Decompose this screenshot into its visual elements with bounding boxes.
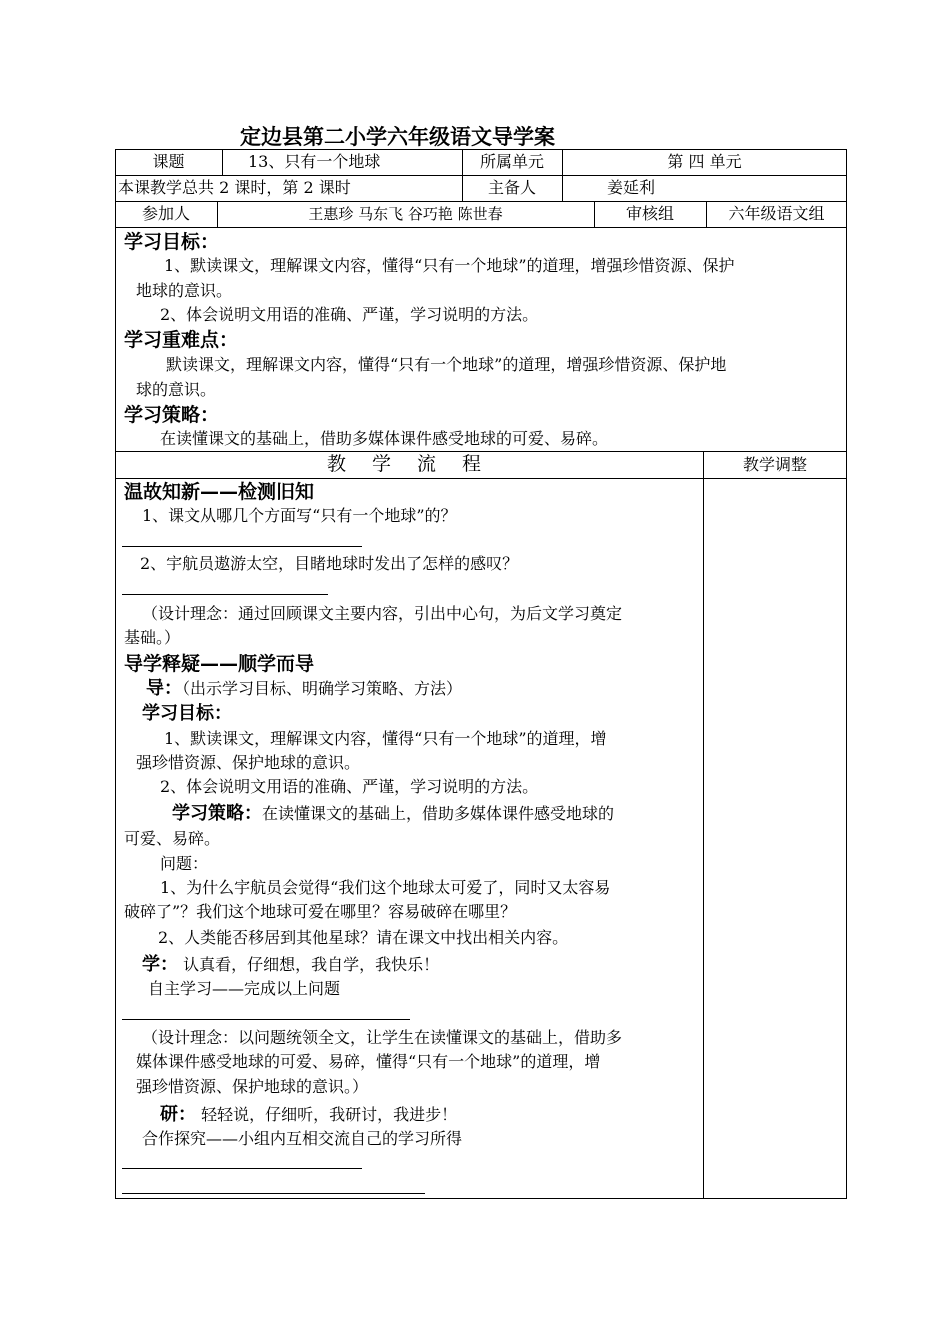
- yan-text: 轻轻说，仔细听，我研讨，我进步！: [201, 1105, 458, 1124]
- guide-goals-heading: 学习目标：: [142, 703, 232, 724]
- xue-text: 认真看，仔细想，我自学，我快乐！: [183, 955, 440, 974]
- value-review-group: 六年级语文组: [728, 204, 825, 223]
- design-note-2-end: 强珍惜资源、保护地球的意识。）: [136, 1077, 369, 1096]
- label-unit: 所属单元: [479, 152, 544, 171]
- design-note-cont: 基础。）: [124, 628, 181, 647]
- label-topic: 课题: [152, 152, 185, 171]
- guide-goal-1-cont: 强珍惜资源、保护地球的意识。: [136, 753, 361, 772]
- goals-heading: 学习目标：: [124, 231, 220, 253]
- value-participants: 王惠珍 马东飞 谷巧艳 陈世春: [308, 205, 503, 223]
- yan-line: [160, 1104, 457, 1126]
- guide-strategy-label: 学习策略：: [172, 803, 262, 824]
- review-question-1: 1、课文从哪几个方面写“只有一个地球”的？: [142, 506, 457, 525]
- value-unit: 第 四 单元: [667, 152, 742, 171]
- strategy-text: 在读懂课文的基础上，借助多媒体课件感受地球的可爱、易碎。: [160, 429, 609, 448]
- design-note: （设计理念：通过回顾课文主要内容，引出中心句，为后文学习奠定: [142, 604, 623, 623]
- label-review-group: 审核组: [625, 204, 674, 223]
- guide-heading: 导学释疑——顺学而导: [124, 653, 315, 675]
- self-study: 自主学习——完成以上问题: [148, 979, 341, 998]
- row-divider: [115, 478, 847, 479]
- adjust-header: 教学调整: [742, 455, 807, 474]
- col-divider: [703, 451, 704, 1199]
- review-heading: 温故知新——检测旧知: [124, 481, 315, 503]
- cooperative-study: 合作探究——小组内互相交流自己的学习所得: [142, 1129, 463, 1148]
- answer-blank[interactable]: [122, 1019, 410, 1020]
- questions-label: 问题：: [160, 854, 209, 873]
- key-points-heading: 学习重难点：: [124, 329, 239, 351]
- answer-blank[interactable]: [122, 1193, 425, 1194]
- xue-line: [142, 954, 439, 976]
- review-question-2: 2、宇航员遨游太空，目睹地球时发出了怎样的感叹？: [140, 554, 519, 573]
- label-participants: 参加人: [141, 204, 190, 223]
- answer-blank[interactable]: [122, 546, 362, 547]
- label-preparer: 主备人: [487, 178, 536, 197]
- value-topic: 13、只有一个地球: [248, 152, 381, 171]
- design-note-2-cont: 媒体课件感受地球的可爱、易碎，懂得“只有一个地球”的道理，增: [136, 1052, 601, 1071]
- question-1: 1、为什么宇航员会觉得“我们这个地球太可爱了，同时又太容易: [160, 878, 611, 897]
- value-preparer: 姜延利: [607, 178, 656, 197]
- row-divider: [115, 227, 847, 228]
- col-divider: [222, 149, 223, 175]
- key-points-text: 默读课文，理解课文内容，懂得“只有一个地球”的道理，增强珍惜资源、保护地: [166, 355, 727, 374]
- page-title: 定边县第二小学六年级语文导学案: [240, 125, 555, 149]
- question-1-cont: 破碎了”？我们这个地球可爱在哪里？容易破碎在哪里？: [124, 902, 517, 921]
- flow-header: 教 学 流 程: [326, 453, 492, 475]
- goal-1-cont: 地球的意识。: [136, 281, 233, 300]
- guide-strategy: [172, 803, 614, 825]
- answer-blank[interactable]: [122, 594, 328, 595]
- value-periods: 本课教学总共 2 课时，第 2 课时: [118, 178, 351, 197]
- answer-blank[interactable]: [122, 1168, 362, 1169]
- guide-strategy-cont: 可爱、易碎。: [124, 829, 221, 848]
- dao-line: [146, 678, 462, 700]
- goal-2: 2、体会说明文用语的准确、严谨，学习说明的方法。: [160, 305, 539, 324]
- guide-strategy-text: 在读懂课文的基础上，借助多媒体课件感受地球的: [262, 804, 615, 823]
- question-2: 2、人类能否移居到其他星球？请在课文中找出相关内容。: [158, 928, 569, 947]
- guide-goal-1: 1、默读课文，理解课文内容，懂得“只有一个地球”的道理，增: [164, 729, 607, 748]
- key-points-cont: 球的意识。: [136, 380, 217, 399]
- design-note-2: （设计理念：以问题统领全文，让学生在读懂课文的基础上，借助多: [142, 1028, 623, 1047]
- xue-label: 学：: [142, 954, 178, 975]
- dao-label: 导：: [146, 678, 182, 699]
- yan-label: 研：: [160, 1104, 196, 1125]
- goal-1: 1、默读课文，理解课文内容，懂得“只有一个地球”的道理，增强珍惜资源、保护: [164, 256, 735, 275]
- row-divider: [115, 201, 847, 202]
- row-divider: [115, 451, 847, 452]
- dao-text: （出示学习目标、明确学习策略、方法）: [182, 679, 463, 698]
- row-divider: [115, 175, 847, 176]
- strategy-heading: 学习策略：: [124, 404, 220, 426]
- guide-goal-2: 2、体会说明文用语的准确、严谨，学习说明的方法。: [160, 777, 539, 796]
